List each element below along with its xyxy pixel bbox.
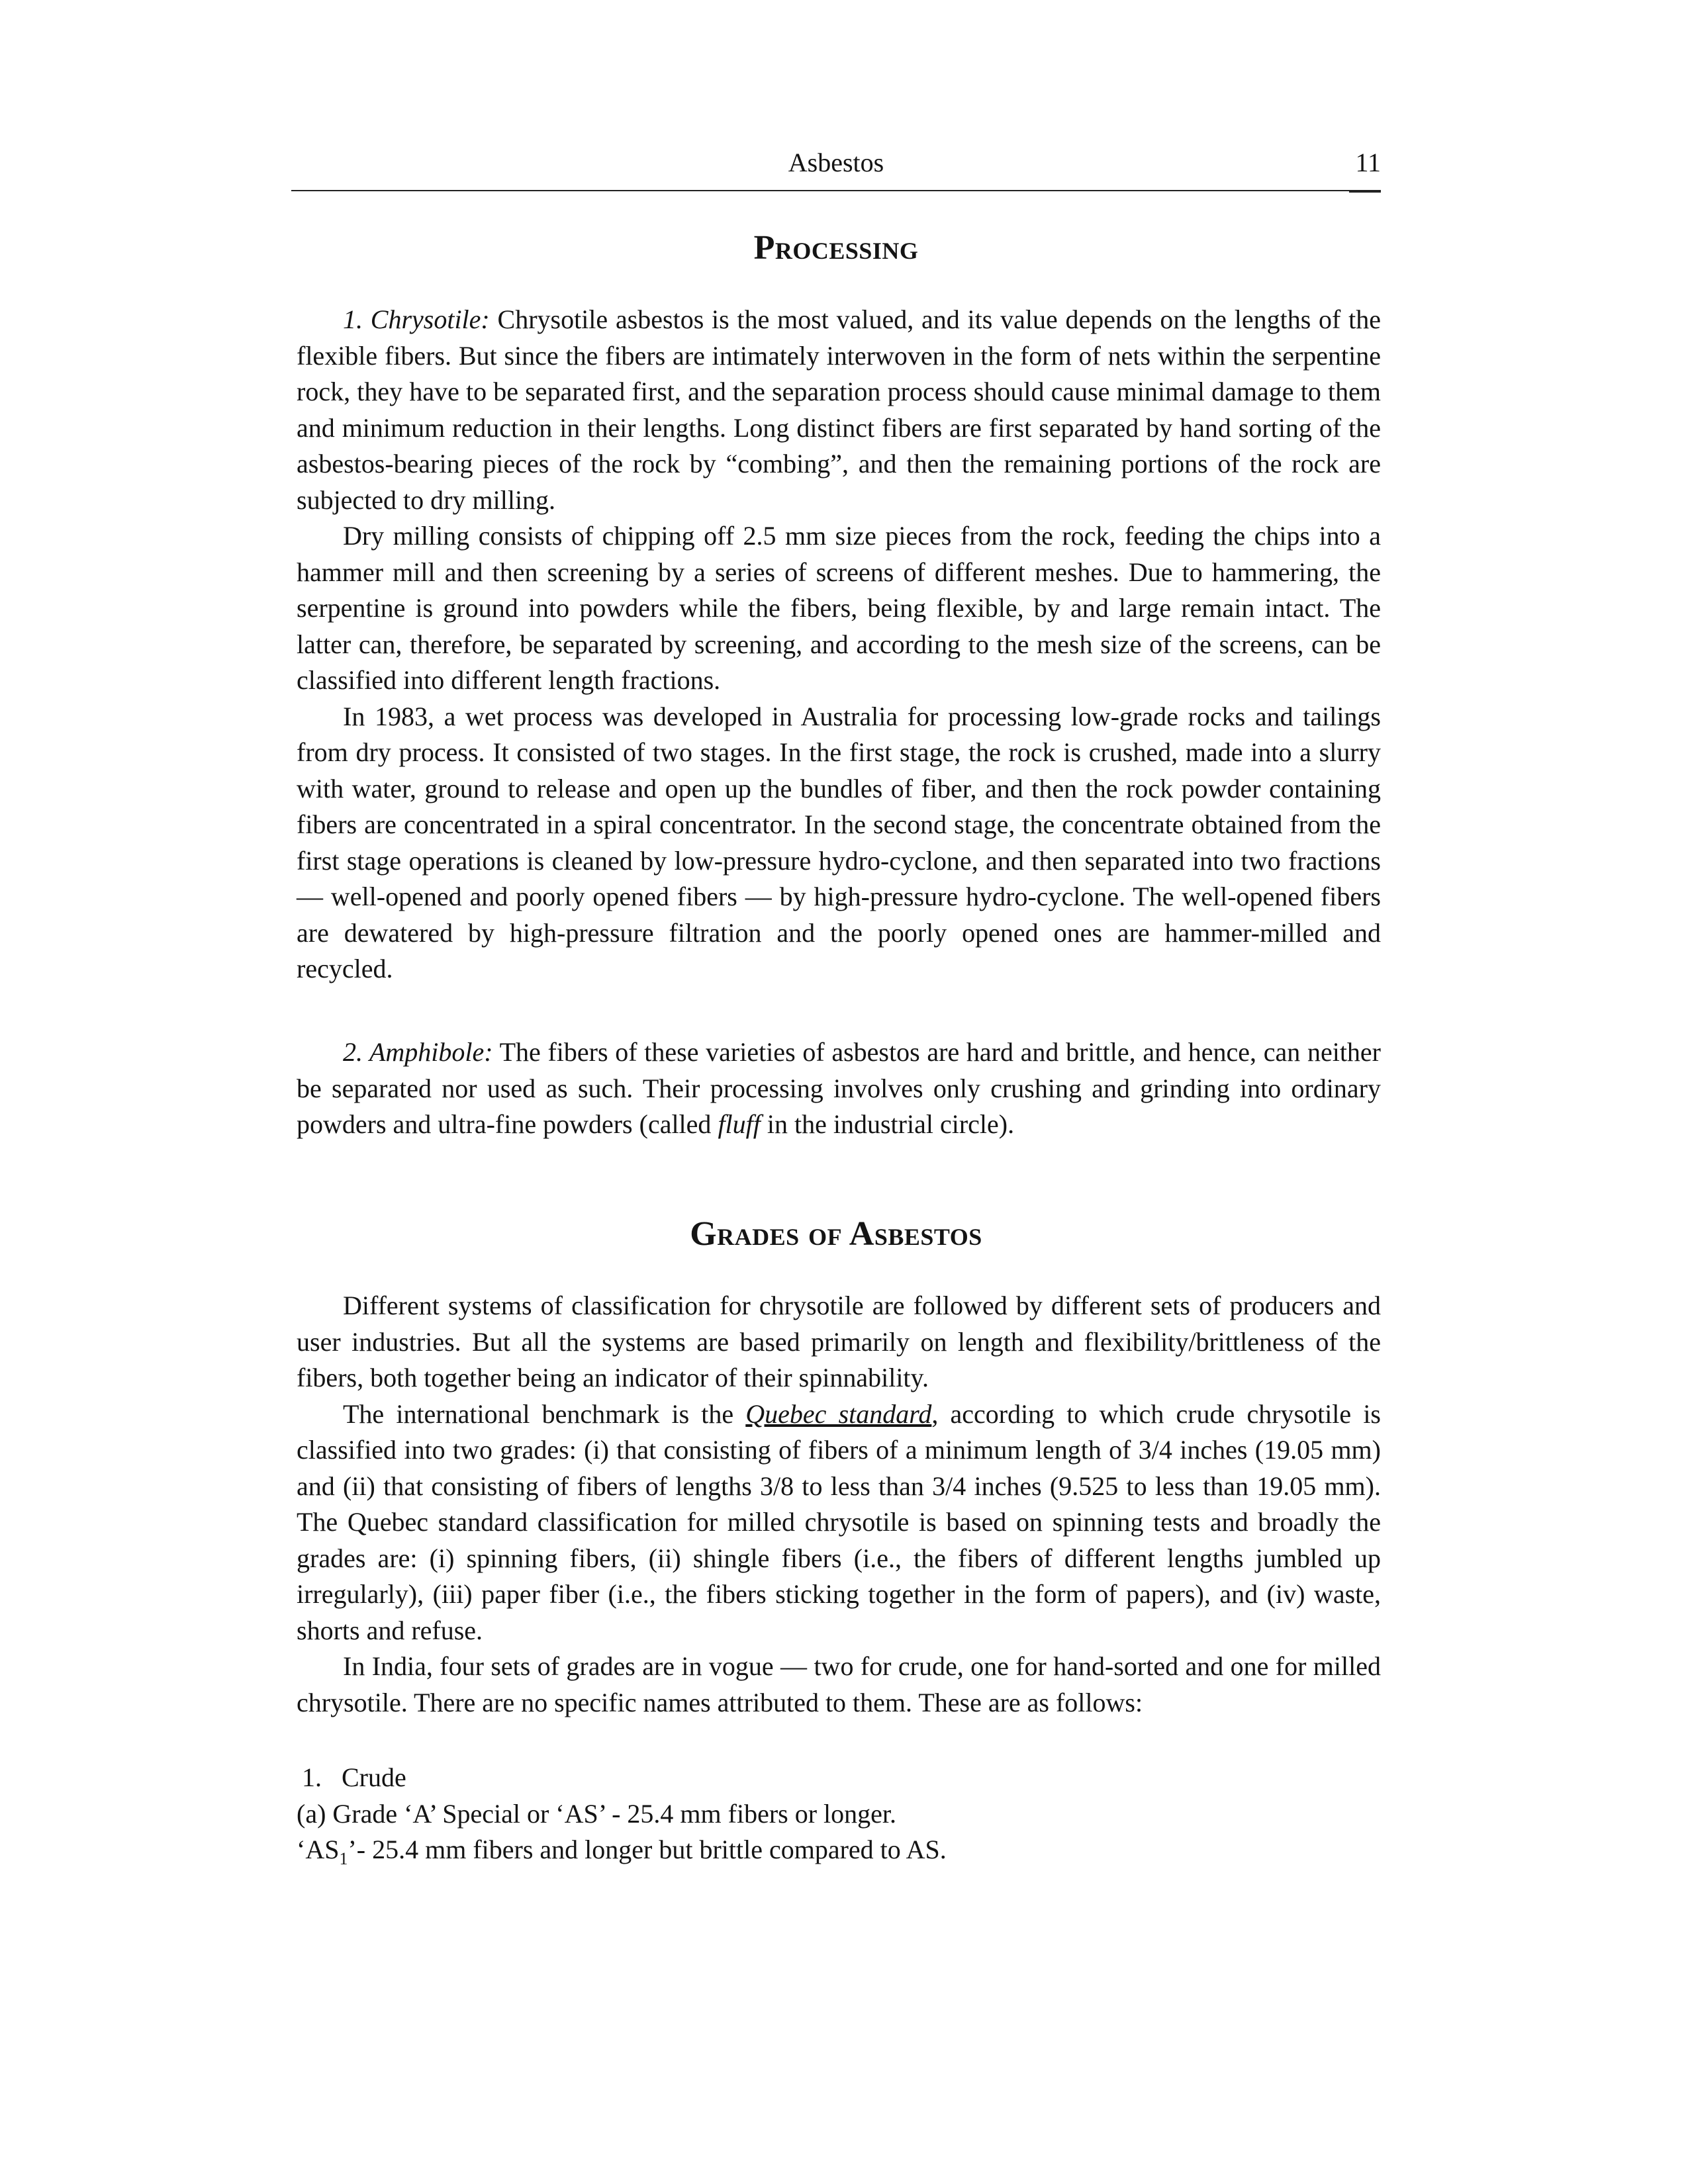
running-header <box>291 140 1381 187</box>
as1-subscript: 1 <box>339 1849 348 1868</box>
processing-body <box>297 302 1381 987</box>
term-quebec-standard: Quebec standard <box>745 1398 932 1429</box>
lead-in-chrysotile: 1. Chrysotile: <box>343 304 490 334</box>
header-rule <box>291 190 1381 191</box>
section-heading-processing: Processing <box>753 229 919 267</box>
paragraph-grades-intro: Different systems of classification for chrysotile are followed by different sets of producers and user industries. But all the systems are based primarily on length and flexibility/brittleness of the fibers, both together being an indicator of their spinnability. <box>297 1291 1381 1392</box>
as1-prefix: ‘AS <box>297 1835 340 1864</box>
grades-body <box>297 1288 1381 1721</box>
paragraph-chrysotile <box>297 302 1381 518</box>
paragraph-quebec <box>297 1396 1381 1649</box>
list-line-grade-as: (a) Grade ‘A’ Special or ‘AS’ - 25.4 mm fibers or longer. <box>297 1798 897 1829</box>
paragraph-quebec-before: The international benchmark is the <box>343 1398 746 1429</box>
paragraph-amphibole-text-before: The fibers of these varieties of asbestos are hard and brittle, and hence, can neither be separated nor used as such. Their processing involves only crushing and grinding into ordinary powders and ultra-fine powders (called <box>297 1037 1382 1139</box>
list-line-grade-as1 <box>297 1832 1381 1868</box>
list-item-label: Crude <box>342 1762 406 1792</box>
term-fluff: fluff <box>718 1109 761 1139</box>
header-rule-tick <box>1349 190 1381 193</box>
paragraph-wet-process: In 1983, a wet process was developed in Australia for processing low-grade rocks and tailings from dry process. It consisted of two stages. In the first stage, the rock is crushed, made into a slurry with water, ground to release and open up the bundles of fiber, and then the rock powder containing fibers are concentrated in a spiral concentrator. In the second stage, the concentrate obtained from the first stage operations is cleaned by low-pressure hydro-cyclone, and then separated into two fractions — well-opened and poorly opened fibers — by high-pressure hydro-cyclone. The well-opened fibers are dewatered by high-pressure filtration and the poorly opened ones are hammer-milled and recycled. <box>297 701 1381 983</box>
list-item-crude <box>297 1760 1381 1796</box>
page-number: 11 <box>1355 148 1381 177</box>
grades-list <box>297 1760 1381 1868</box>
paragraph-amphibole-text-after: in the industrial circle). <box>760 1109 1015 1139</box>
paragraph-quebec-after: , according to which crude chrysotile is classified into two grades: (i) that consisting of fibers of a minimum length of 3/4 inches (19.05 mm) and (ii) that consisting of fibers of lengths 3/8 to less than 3/4 inches (9.525 to less than 19.05 mm). The Quebec standard classification for milled chrysotile is based on spinning tests and broadly the grades are: (i) spinning fibers, (ii) shingle fibers (i.e., the fibers of different lengths jumbled up irregularly), (iii) paper fiber (i.e., the fibers sticking together in the form of papers), and (iv) waste, shorts and refuse. <box>297 1398 1381 1645</box>
as1-suffix: ’- 25.4 mm fibers and longer but brittle compared to AS. <box>348 1835 947 1864</box>
running-header-title: Asbestos <box>788 148 884 177</box>
paragraph-amphibole <box>297 1034 1381 1143</box>
paragraph-chrysotile-text: Chrysotile asbestos is the most valued, and its value depends on the lengths of the flexible fibers. But since the fibers are intimately interwoven in the form of nets within the serpentine rock, they have to be separated first, and the separation process should cause minimal damage to them and minimum reduction in their lengths. Long distinct fibers are first separated by hand sorting of the asbestos-bearing pieces of the rock by “combing”, and then the remaining portions of the rock are subjected to dry milling. <box>297 304 1381 515</box>
section-heading-grades: Grades of Asbestos <box>690 1215 982 1253</box>
paragraph-dry-milling: Dry milling consists of chipping off 2.5 mm size pieces from the rock, feeding the chips into a hammer mill and then screening by a series of screens of different meshes. Due to hammering, the serpentine is ground into powders while the fibers, being flexible, by and large remain intact. The latter can, therefore, be separated by screening, and according to the mesh size of the screens, can be classified into different length fractions. <box>297 521 1381 695</box>
list-item-number: 1. <box>302 1762 322 1792</box>
paragraph-india: In India, four sets of grades are in vogue — two for crude, one for hand-sorted and one for milled chrysotile. There are no specific names attributed to them. These are as follows: <box>297 1651 1381 1717</box>
lead-in-amphibole: 2. Amphibole: <box>343 1037 493 1067</box>
amphibole-body <box>297 1034 1381 1143</box>
